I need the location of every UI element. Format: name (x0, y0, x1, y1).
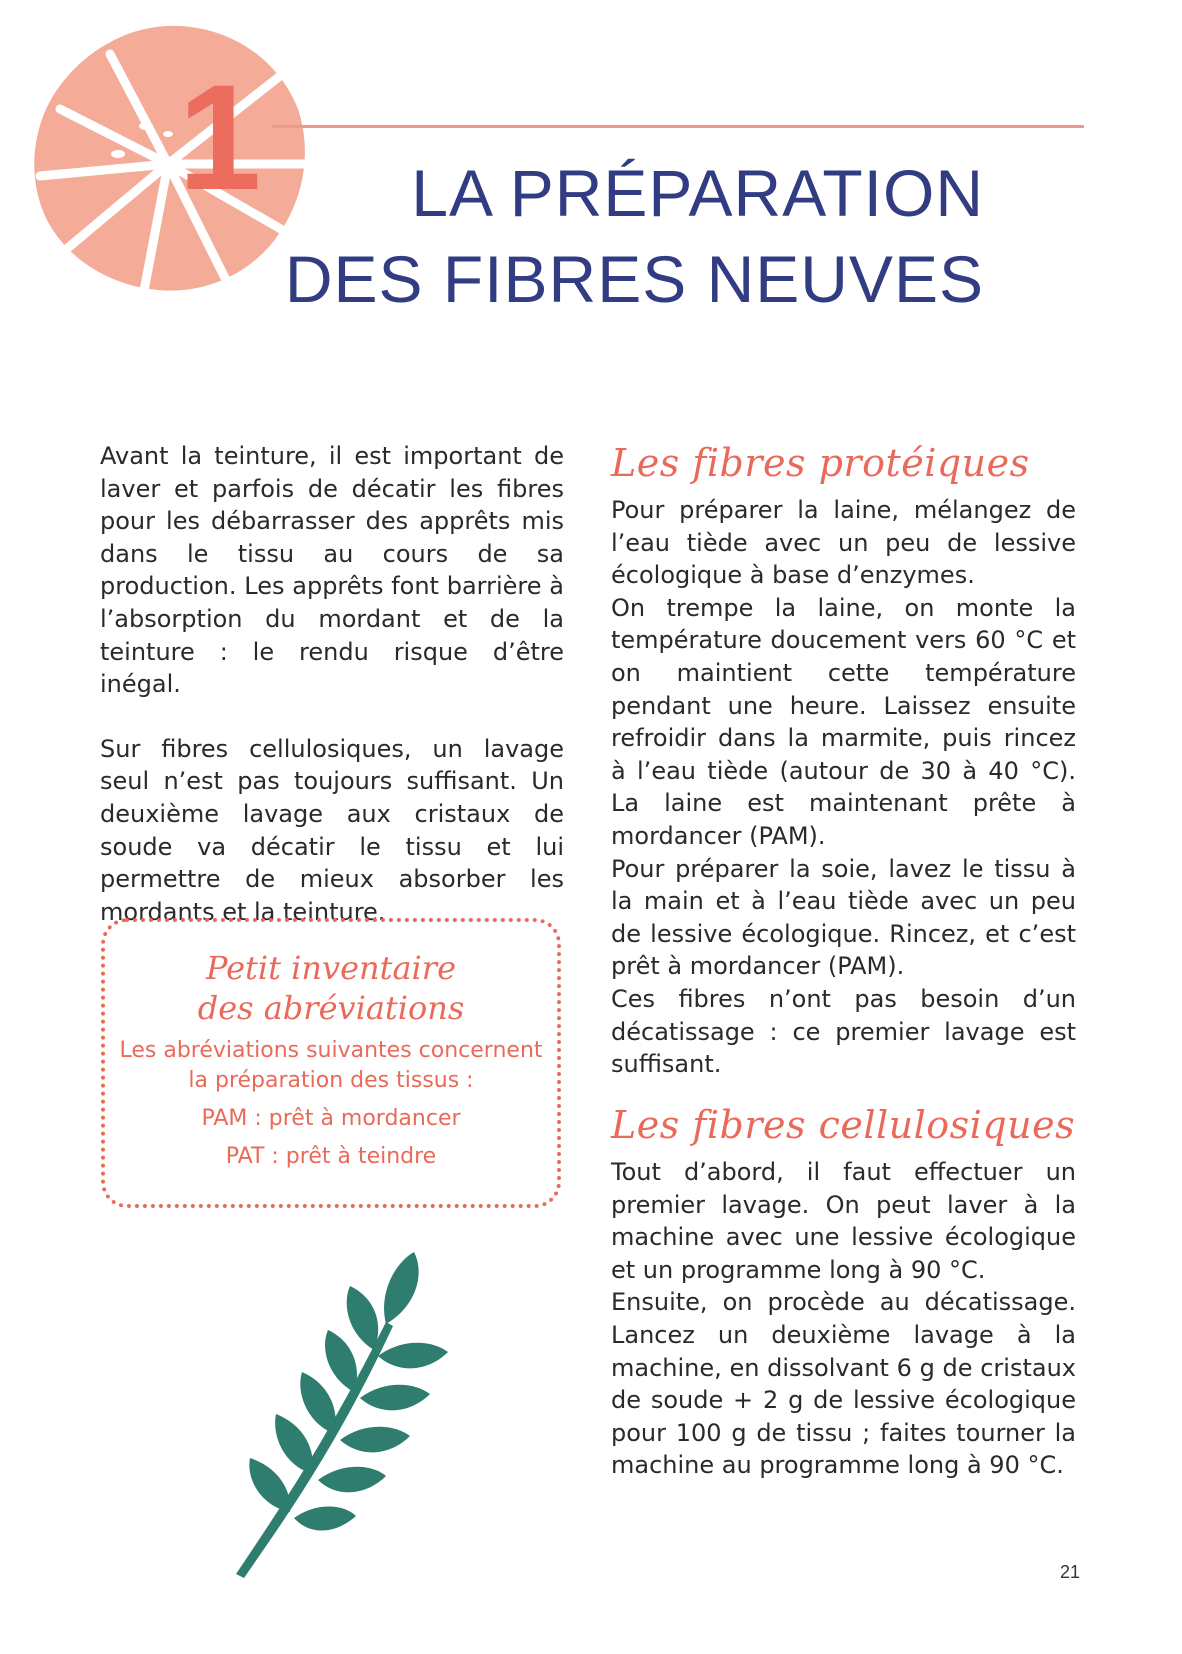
abbreviation-item: PAT : prêt à teindre (225, 1144, 437, 1169)
proteic-paragraph: On trempe la laine, on monte la température doucement vers 60 °C et on maintient cette température pendant une heure. Laissez ensuite refroidir dans la marmite, puis rincez à l’eau tiède (autour de 30 à 40 °C). La laine est maintenant prête à mordancer (PAM). (611, 593, 1076, 850)
cellulosic-heading: Les fibres cellulosiques (611, 1103, 1076, 1147)
page-number: 21 (1060, 1562, 1081, 1582)
page-title (224, 150, 984, 322)
proteic-section (611, 440, 1076, 1081)
intro-paragraph-1: Avant la teinture, il est important de laver et parfois de décatir les fibres pour les débarrasser des apprêts mis dans le tissu au cours de sa production. Les apprêts font barrière à l’absorption du mordant et de la teinture : le rendu risque d’être inégal. (100, 442, 564, 699)
cellulosic-paragraph: Tout d’abord, il faut effectuer un premier lavage. On peut laver à la machine avec une lessive écologique et un programme long à 90 °C. (611, 1158, 1076, 1284)
page-title-line-2: DES FIBRES NEUVES (284, 242, 984, 316)
proteic-heading: Les fibres protéiques (611, 441, 1030, 485)
page-title-line-1: LA PRÉPARATION (411, 156, 984, 230)
title-rule (272, 125, 1084, 128)
cellulosic-paragraph: Ensuite, on procède au décatissage. Lancez un deuxième lavage à la machine, en dissolvant 6 g de cristaux de soude + 2 g de lessive écologique pour 100 g de tissu ; faites tourner la machine au programme long à 90 °C. (611, 1288, 1076, 1480)
intro-paragraph-2: Sur fibres cellulosiques, un lavage seul n’est pas toujours suffisant. Un deuxième lavage aux cristaux de soude va décatir le tissu et lui permettre de mieux absorber les mordants et la teinture. (100, 734, 564, 926)
cellulosic-section (611, 1102, 1076, 1482)
abbreviation-description: Les abréviations suivantes concernent la préparation des tissus : (119, 1038, 543, 1093)
abbreviation-item: PAM : prêt à mordancer (201, 1106, 461, 1131)
fern-branch-icon (236, 1252, 456, 1582)
abbreviation-box-title (105, 948, 557, 1028)
intro-column (100, 440, 564, 928)
proteic-paragraph: Pour préparer la laine, mélangez de l’eau tiède avec un peu de lessive écologique à base d’enzymes. (611, 496, 1076, 590)
abbreviation-title-line-2: des abréviations (197, 989, 465, 1027)
chapter-number: 1 (178, 53, 262, 221)
proteic-paragraph: Pour préparer la soie, lavez le tissu à la main et à l’eau tiède avec un peu de lessive écologique. Rincez, et c’est prêt à mordancer (PAM). (611, 854, 1076, 981)
abbreviation-title-line-1: Petit inventaire (205, 949, 457, 987)
abbreviation-box (101, 918, 561, 1208)
proteic-paragraph: Ces fibres n’ont pas besoin d’un décatissage : ce premier lavage est suffisant. (611, 984, 1076, 1079)
